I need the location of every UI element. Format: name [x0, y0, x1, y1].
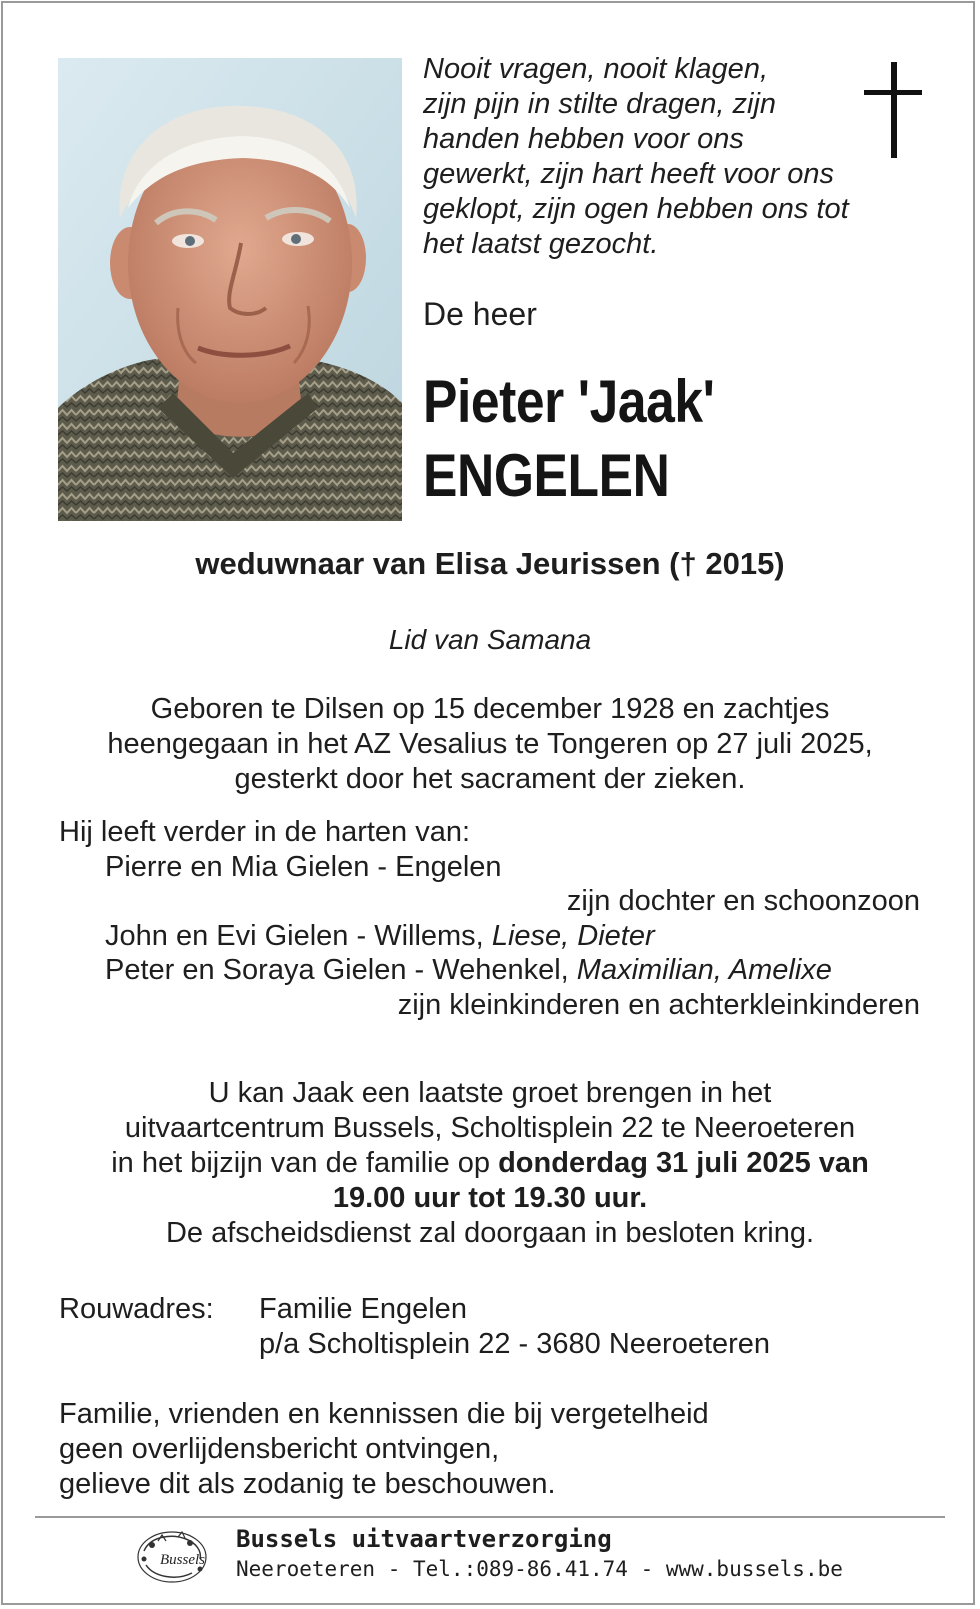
grand1-kids: Liese, Dieter	[491, 920, 655, 952]
family-grand-relation: zijn kleinkinderen en achterkleinkinderen	[397, 989, 920, 1021]
family-grandchildren-2	[105, 953, 832, 988]
visit-line	[40, 1181, 940, 1216]
visit-date: donderdag 31 juli 2025 van	[498, 1147, 869, 1179]
name-first: Pieter 'Jaak'	[423, 368, 715, 435]
salutation: De heer	[423, 296, 537, 332]
address-line: p/a Scholtisplein 22 - 3680 Neeroeteren	[259, 1328, 771, 1360]
grand2-kids: Maximilian, Amelixe	[576, 954, 832, 986]
name-surname: ENGELEN	[423, 442, 670, 509]
family-children-relation: zijn dochter en schoonzoon	[566, 885, 920, 917]
footer-divider	[35, 1516, 945, 1518]
company-contact: Neeroeteren - Tel.:089-86.41.74 - www.bussels.be	[236, 1557, 843, 1581]
company-name: Bussels uitvaartverzorging	[236, 1525, 612, 1553]
address-label: Rouwadres:	[59, 1293, 214, 1325]
visit-line: U kan Jaak een laatste groet brengen in het	[208, 1077, 772, 1109]
notice-text	[59, 1397, 709, 1502]
notice-line: geen overlijdensbericht ontvingen,	[59, 1433, 500, 1465]
widower-line: weduwnaar van Elisa Jeurissen († 2015)	[195, 546, 785, 581]
deceased-name	[423, 365, 714, 513]
poem-line: geklopt, zijn ogen hebben ons tot	[423, 193, 849, 225]
poem	[423, 52, 863, 262]
poem-line: het laatst gezocht.	[423, 228, 659, 260]
poem-line: gewerkt, zijn hart heeft voor ons	[423, 158, 835, 190]
visit-plain: in het bijzijn van de familie op	[111, 1147, 499, 1179]
visit-line	[40, 1146, 940, 1181]
poem-line: zijn pijn in stilte dragen, zijn	[423, 88, 777, 120]
cross-icon	[864, 62, 922, 158]
birth-death-text	[40, 692, 940, 797]
born-line: heengegaan in het AZ Vesalius te Tongeren op 27 juli 2025,	[107, 728, 873, 760]
portrait-photo	[58, 58, 402, 521]
logo-text: Bussels	[160, 1552, 205, 1568]
visitation-text	[40, 1076, 940, 1251]
visit-line: uitvaartcentrum Bussels, Scholtisplein 22 te Neeroeteren	[124, 1112, 856, 1144]
family-grandchildren-1	[105, 919, 655, 954]
grand2-parents: Peter en Soraya Gielen - Wehenkel,	[105, 954, 577, 986]
notice-line: Familie, vrienden en kennissen die bij vergetelheid	[59, 1398, 709, 1430]
membership-line: Lid van Samana	[388, 624, 592, 655]
notice-line: gelieve dit als zodanig te beschouwen.	[59, 1468, 556, 1500]
born-line: Geboren te Dilsen op 15 december 1928 en zachtjes	[150, 693, 830, 725]
family-intro: Hij leeft verder in de harten van:	[59, 816, 471, 848]
visit-line: De afscheidsdienst zal doorgaan in besloten kring.	[165, 1217, 815, 1249]
poem-line: handen hebben voor ons	[423, 123, 744, 155]
visit-time: 19.00 uur tot 19.30 uur.	[332, 1182, 648, 1214]
bussels-logo	[130, 1529, 222, 1585]
address-line: Familie Engelen	[259, 1293, 467, 1325]
family-children: Pierre en Mia Gielen - Engelen	[105, 851, 502, 883]
grand1-parents: John en Evi Gielen - Willems,	[105, 920, 492, 952]
born-line: gesterkt door het sacrament der zieken.	[234, 763, 746, 795]
poem-line: Nooit vragen, nooit klagen,	[423, 53, 768, 85]
